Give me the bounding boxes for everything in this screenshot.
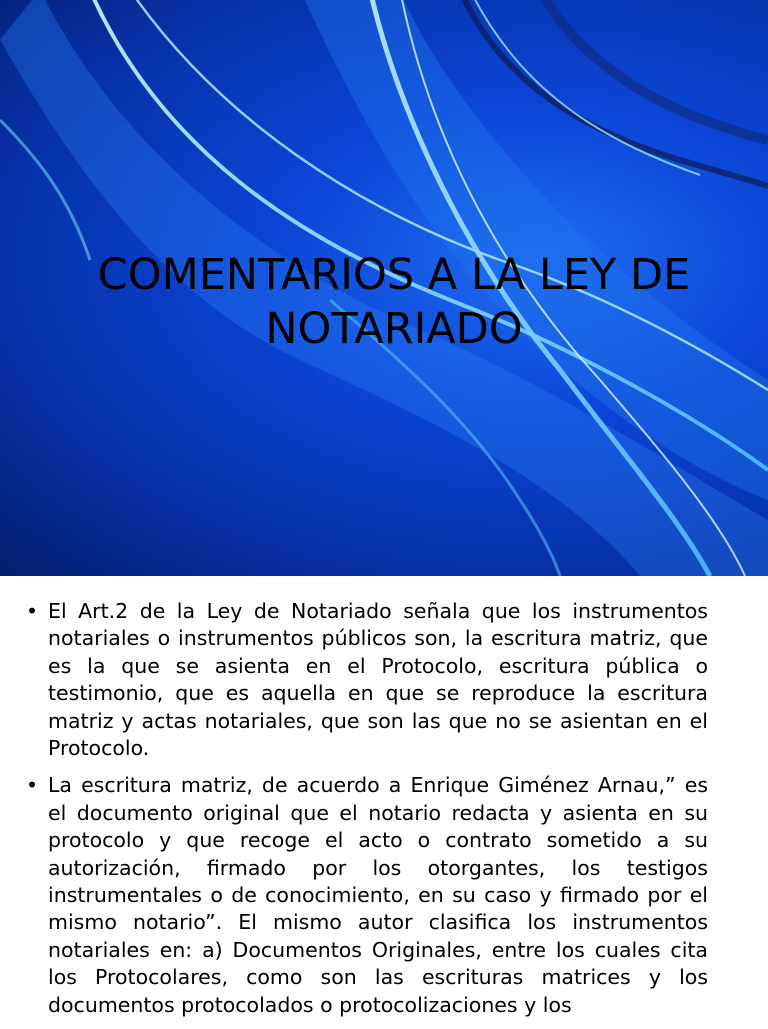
bullet-text: La escritura matriz, de acuerdo a Enrique Giménez Arnau,” es el documento original que el notario redacta y asienta en su protocolo y que recoge el acto o contrato sometido a su autorización, firmado por los otorgantes, los testigos instrumentales o de conocimiento, en su caso y firmado por el mismo notario”. El mismo autor clasifica los instrumentos notariales en: a) Documentos Originales, entre los cuales cita los Protocolares, como son las escrituras matrices y los documentos protocolados o protocolizaciones y los (48, 773, 708, 1017)
bullet-marker: • (26, 599, 39, 623)
bullet-marker: • (26, 773, 39, 798)
bullet-item (26, 772, 708, 1019)
slide-title: COMENTARIOS A LA LEY DE NOTARIADO (97, 250, 691, 354)
slide-body (26, 598, 708, 1029)
bullet-item (26, 598, 708, 762)
bullet-text: El Art.2 de la Ley de Notariado señala que los instrumentos notariales o instrumentos públicos son, la escritura matriz, que es la que se asienta en el Protocolo, escritura pública o testimonio, que es aquella en que se reproduce la escritura matriz y actas notariales, que son las que no se asientan en el Protocolo. (48, 599, 708, 761)
